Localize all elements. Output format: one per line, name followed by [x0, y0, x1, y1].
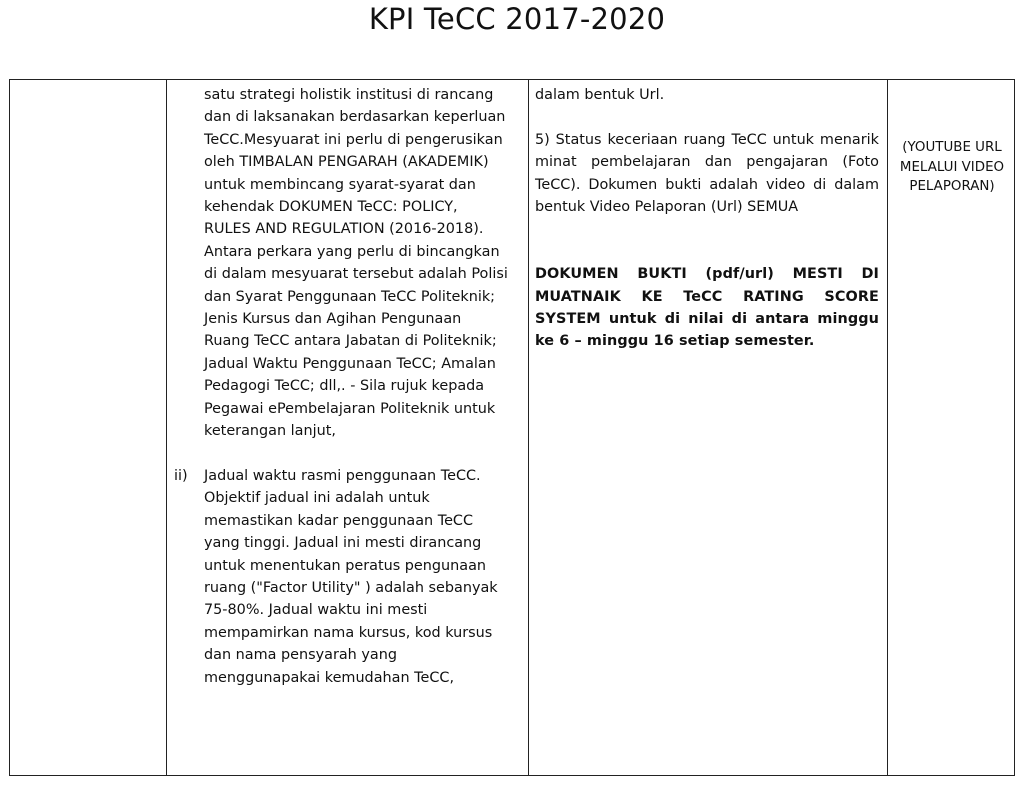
paragraph-line: TeCC.Mesyuarat ini perlu di pengerusikan — [204, 131, 503, 148]
paragraph-line: ruang ("Factor Utility" ) adalah sebanyak — [204, 579, 498, 596]
paragraph-line: mempamirkan nama kursus, kod kursus — [204, 624, 493, 641]
paragraph-line: dan di laksanakan berdasarkan keperluan — [204, 109, 506, 126]
table-cell-method — [888, 80, 1016, 775]
paragraph-line: Jenis Kursus dan Agihan Pengunaan — [204, 311, 462, 328]
kpi-table — [9, 79, 1015, 776]
paragraph-line: di dalam mesyuarat tersebut adalah Polisi — [204, 266, 508, 283]
paragraph-line: Antara perkara yang perlu di bincangkan — [204, 243, 500, 260]
method-line: (YOUTUBE URL — [902, 140, 1002, 155]
paragraph-line: Objektif jadual ini adalah untuk — [204, 490, 430, 507]
list-item-text — [204, 465, 522, 689]
paragraph-line: Jadual Waktu Penggunaan TeCC; Amalan — [204, 355, 496, 372]
paragraph-line: Pegawai ePembelajaran Politeknik untuk — [204, 400, 496, 417]
paragraph-line: dan Syarat Penggunaan TeCC Politeknik; — [204, 288, 496, 305]
paragraph-line: dan nama pensyarah yang — [204, 647, 397, 664]
status-paragraph: 5) Status keceriaan ruang TeCC untuk menarik minat pembelajaran dan pengajaran (Foto TeCC). Dokumen bukti adalah video di dalam bentuk Video Pelaporan (Url) SEMUA — [535, 131, 879, 216]
table-cell-description — [167, 80, 528, 775]
paragraph-line: keterangan lanjut, — [204, 423, 336, 440]
paragraph-line: menggunapakai kemudahan TeCC, — [204, 669, 455, 686]
list-marker — [174, 84, 204, 443]
paragraph-line: Ruang TeCC antara Jabatan di Politeknik; — [204, 333, 497, 350]
paragraph-line: kehendak DOKUMEN TeCC: POLICY, — [204, 199, 458, 216]
paragraph-line: yang tinggi. Jadual ini mesti dirancang — [204, 535, 482, 552]
paragraph-line: untuk menentukan peratus pengunaan — [204, 557, 487, 574]
paragraph-line: Jadual waktu rasmi penggunaan TeCC. — [204, 467, 481, 484]
paragraph-line: RULES AND REGULATION (2016-2018). — [204, 221, 484, 238]
paragraph-line: oleh TIMBALAN PENGARAH (AKADEMIK) — [204, 154, 489, 171]
method-line: MELALUI VIDEO — [899, 159, 1005, 175]
evidence-notice: DOKUMEN BUKTI (pdf/url) MESTI DI MUATNAIK KE TeCC RATING SCORE SYSTEM untuk di nilai di antara minggu ke 6 – minggu 16 setiap semester. — [535, 266, 879, 350]
evidence-text-line: dalam bentuk Url. — [535, 87, 665, 103]
page-title: KPI TeCC 2017-2020 — [368, 2, 666, 36]
paragraph-line: untuk membincang syarat-syarat dan — [204, 176, 476, 193]
list-item — [174, 84, 522, 443]
table-cell-evidence — [529, 80, 887, 775]
list-item — [174, 465, 522, 689]
paragraph-line: Pedagogi TeCC; dll,. - Sila rujuk kepada — [204, 378, 485, 395]
list-item-text — [204, 84, 522, 443]
method-line: PELAPORAN) — [909, 179, 995, 194]
table-cell-empty — [10, 80, 166, 775]
paragraph-line: memastikan kadar penggunaan TeCC — [204, 512, 474, 529]
paragraph-line: satu strategi holistik institusi di rancang — [204, 87, 494, 103]
list-marker: ii) — [174, 467, 188, 484]
paragraph-line: 75-80%. Jadual waktu ini mesti — [204, 602, 428, 619]
